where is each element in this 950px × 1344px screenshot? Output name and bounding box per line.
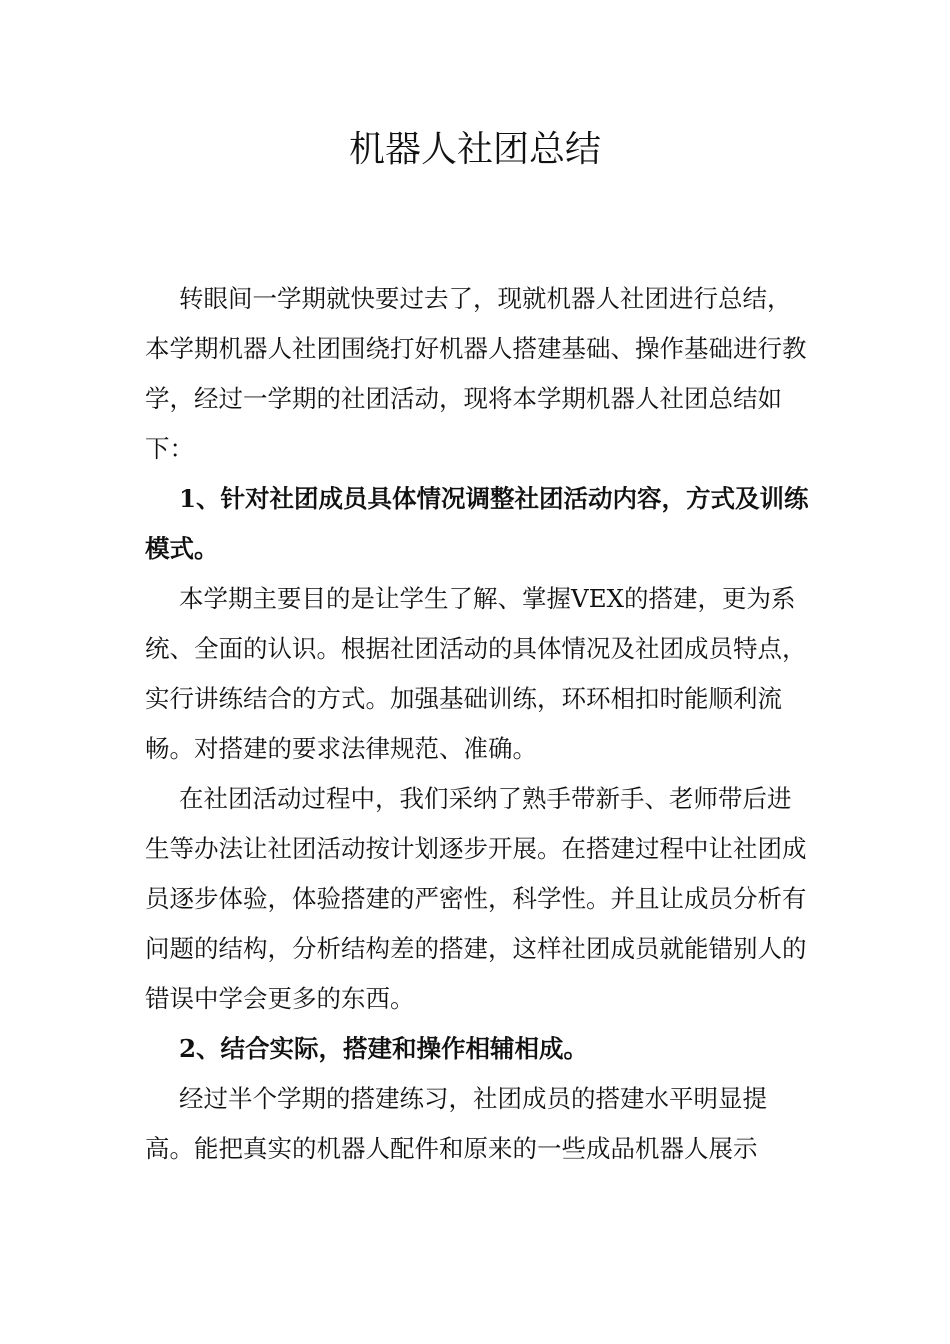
section-heading-1: 1、针对社团成员具体情况调整社团活动内容，方式及训练模式。 <box>145 484 809 563</box>
document-body <box>145 274 809 1174</box>
body-paragraph-1: 本学期主要目的是让学生了解、掌握VEX的搭建，更为系统、全面的认识。根据社团活动的具体情况及社团成员特点，实行讲练结合的方式。加强基础训练，环环相扣时能顺利流畅。对搭建的要求法律规范、准确。 <box>145 584 807 763</box>
intro-paragraph: 转眼间一学期就快要过去了，现就机器人社团进行总结，本学期机器人社团围绕打好机器人搭建基础、操作基础进行教学，经过一学期的社团活动，现将本学期机器人社团总结如下： <box>145 284 807 463</box>
body-paragraph-2: 在社团活动过程中，我们采纳了熟手带新手、老师带后进生等办法让社团活动按计划逐步开展。在搭建过程中让社团成员逐步体验，体验搭建的严密性，科学性。并且让成员分析有问题的结构，分析结构差的搭建，这样社团成员就能错别人的错误中学会更多的东西。 <box>145 784 807 1013</box>
section-heading-2: 2、结合实际，搭建和操作相辅相成。 <box>179 1034 589 1063</box>
body-paragraph-3: 经过半个学期的搭建练习，社团成员的搭建水平明显提高。能把真实的机器人配件和原来的一些成品机器人展示 <box>145 1084 767 1163</box>
document-title: 机器人社团总结 <box>348 129 601 170</box>
